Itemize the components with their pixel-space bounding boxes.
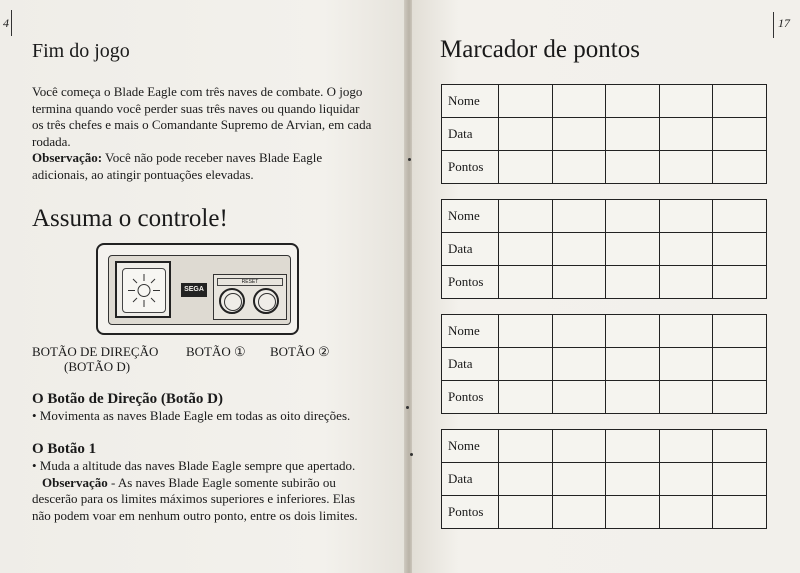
controller-face [108, 255, 291, 325]
row-label: Pontos [442, 266, 499, 299]
score-cell[interactable] [499, 348, 553, 381]
score-cell[interactable] [499, 463, 553, 496]
page-number-left: 4 [3, 16, 9, 30]
score-cell[interactable] [606, 233, 660, 266]
row-label: Nome [442, 315, 499, 348]
score-cell[interactable] [659, 381, 713, 414]
score-cell[interactable] [713, 118, 767, 151]
table-row [442, 200, 767, 233]
button1-label: BOTÃO ① [186, 344, 246, 359]
page-rule [11, 10, 12, 36]
score-cell[interactable] [659, 315, 713, 348]
section-title-game-over: Fim do jogo [32, 40, 130, 62]
dpad-heading: O Botão de Direção (Botão D) [32, 391, 223, 407]
note-label: Observação: [32, 150, 103, 165]
button1-note-text: - As naves Blade Eagle somente subirão ou descerão para os limites máximos superiores e inferiores. Elas não podem voar em nenhum outro ponto, entre os dois limites. [32, 474, 358, 523]
score-cell[interactable] [499, 85, 553, 118]
score-cell[interactable] [499, 233, 553, 266]
score-cell[interactable] [499, 381, 553, 414]
page-number-right: 17 [778, 16, 790, 30]
score-cell[interactable] [552, 463, 606, 496]
score-cell[interactable] [499, 200, 553, 233]
score-cell[interactable] [606, 200, 660, 233]
score-cell[interactable] [606, 348, 660, 381]
row-label: Nome [442, 200, 499, 233]
score-table [441, 314, 767, 414]
table-row [442, 463, 767, 496]
score-cell[interactable] [659, 200, 713, 233]
score-cell[interactable] [499, 118, 553, 151]
score-cell[interactable] [606, 315, 660, 348]
table-row [442, 151, 767, 184]
table-row [442, 233, 767, 266]
score-cell[interactable] [499, 315, 553, 348]
table-row [442, 430, 767, 463]
dpad-illustration [115, 261, 171, 318]
button1-text: • Muda a altitude das naves Blade Eagle sempre que apertado. [32, 458, 356, 473]
button2-label: BOTÃO ② [270, 344, 330, 359]
score-cell[interactable] [713, 315, 767, 348]
score-cell[interactable] [606, 151, 660, 184]
score-cell[interactable] [552, 266, 606, 299]
table-row [442, 315, 767, 348]
score-cell[interactable] [552, 348, 606, 381]
dpad-label: BOTÃO DE DIREÇÃO [32, 344, 159, 359]
score-cell[interactable] [659, 85, 713, 118]
controller-labels [32, 344, 392, 378]
row-label: Pontos [442, 381, 499, 414]
score-table [441, 84, 767, 184]
table-row [442, 348, 767, 381]
score-cell[interactable] [713, 233, 767, 266]
score-cell[interactable] [499, 430, 553, 463]
dpad-sub-label: (BOTÃO D) [64, 359, 131, 374]
button-2-illustration [253, 288, 279, 314]
score-cell[interactable] [713, 463, 767, 496]
score-cell[interactable] [552, 430, 606, 463]
game-over-paragraph [32, 84, 372, 183]
score-table [441, 199, 767, 299]
score-cell[interactable] [713, 85, 767, 118]
score-cell[interactable] [659, 348, 713, 381]
row-label: Data [442, 348, 499, 381]
game-over-body: Você começa o Blade Eagle com três naves de combate. O jogo termina quando você perder suas três naves ou quando liquidar os três chefes e mais o Comandante Supremo de Arvian, em cada rodada. [32, 84, 372, 149]
table-row [442, 381, 767, 414]
score-table [441, 429, 767, 529]
margin-dot [406, 406, 409, 409]
button1-heading: O Botão 1 [32, 441, 97, 457]
score-cell[interactable] [499, 151, 553, 184]
row-label: Nome [442, 430, 499, 463]
margin-dot [410, 453, 413, 456]
table-row [442, 496, 767, 529]
score-cell[interactable] [606, 381, 660, 414]
controller-illustration [96, 243, 299, 335]
score-cell[interactable] [552, 315, 606, 348]
score-cell[interactable] [606, 496, 660, 529]
button-1-illustration [219, 288, 245, 314]
score-cell[interactable] [713, 151, 767, 184]
score-cell[interactable] [552, 118, 606, 151]
score-cell[interactable] [659, 496, 713, 529]
section-title-controls: Assuma o controle! [32, 205, 228, 232]
score-cell[interactable] [499, 496, 553, 529]
dpad-text: • Movimenta as naves Blade Eagle em todas as oito direções. [32, 408, 351, 423]
score-cell[interactable] [552, 233, 606, 266]
row-label: Data [442, 118, 499, 151]
dpad-sun-icon [123, 269, 165, 312]
margin-dot [408, 158, 411, 161]
score-cell[interactable] [606, 463, 660, 496]
button-strip: RESET [217, 278, 283, 286]
dpad-center [122, 268, 166, 313]
page-rule-right [773, 12, 774, 38]
row-label: Pontos [442, 151, 499, 184]
score-cell[interactable] [713, 430, 767, 463]
score-cell[interactable] [659, 151, 713, 184]
score-cell[interactable] [606, 430, 660, 463]
score-cell[interactable] [659, 266, 713, 299]
score-cell[interactable] [659, 463, 713, 496]
score-title: Marcador de pontos [440, 36, 640, 63]
score-cell[interactable] [552, 381, 606, 414]
table-row [442, 85, 767, 118]
row-label: Data [442, 233, 499, 266]
score-cell[interactable] [606, 85, 660, 118]
score-cell[interactable] [713, 266, 767, 299]
score-cell[interactable] [552, 85, 606, 118]
score-cell[interactable] [659, 233, 713, 266]
row-label: Pontos [442, 496, 499, 529]
table-row [442, 118, 767, 151]
score-cell[interactable] [606, 118, 660, 151]
score-cell[interactable] [552, 496, 606, 529]
table-row [442, 266, 767, 299]
score-cell[interactable] [713, 200, 767, 233]
score-cell[interactable] [552, 200, 606, 233]
score-cell[interactable] [713, 496, 767, 529]
score-cell[interactable] [713, 348, 767, 381]
controller-logo: SEGA [181, 283, 207, 297]
button-panel [213, 274, 287, 320]
button1-paragraph [32, 458, 377, 524]
score-cell[interactable] [606, 266, 660, 299]
row-label: Data [442, 463, 499, 496]
button1-note-label: Observação [42, 474, 108, 490]
score-cell[interactable] [659, 430, 713, 463]
note-text: Você não pode receber naves Blade Eagle adicionais, ao atingir pontuações elevadas. [32, 150, 323, 182]
score-cell[interactable] [659, 118, 713, 151]
score-cell[interactable] [713, 381, 767, 414]
score-cell[interactable] [552, 151, 606, 184]
score-cell[interactable] [499, 266, 553, 299]
row-label: Nome [442, 85, 499, 118]
